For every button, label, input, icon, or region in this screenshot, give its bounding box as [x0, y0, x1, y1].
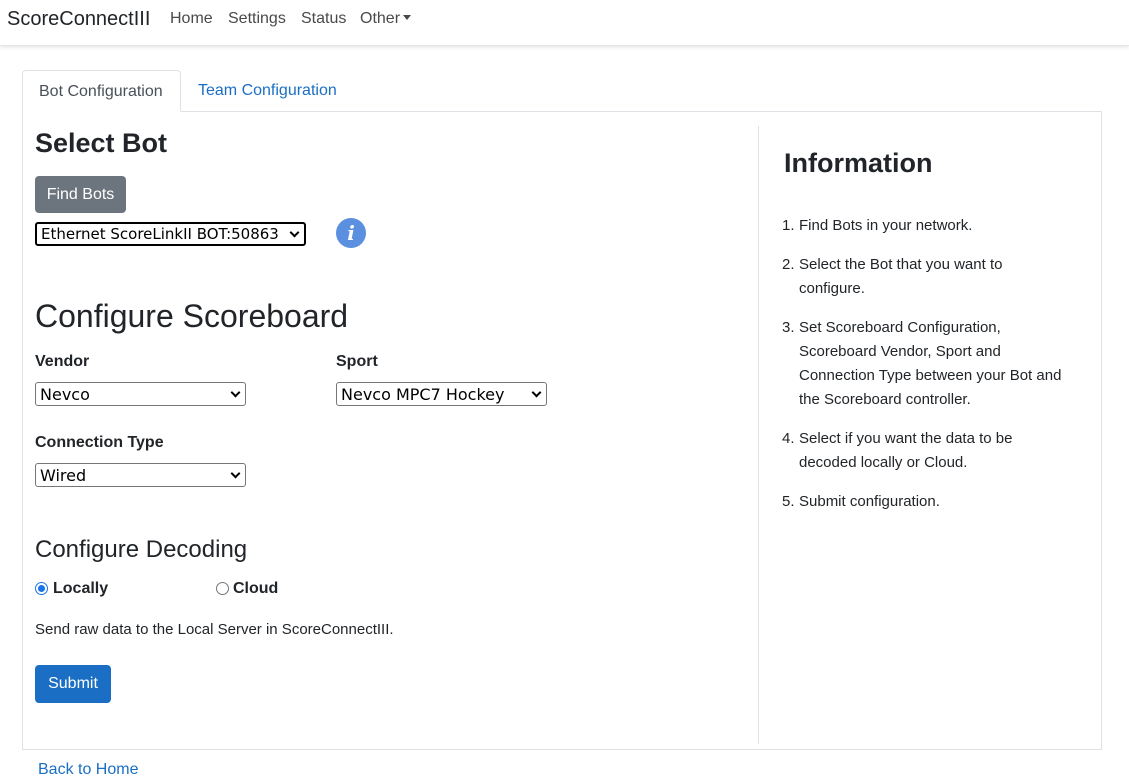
vendor-select-value: Nevco	[40, 384, 90, 404]
configure-decoding-heading: Configure Decoding	[35, 536, 248, 563]
radio-locally[interactable]	[35, 582, 48, 595]
radio-cloud[interactable]	[216, 582, 229, 595]
list-item	[782, 214, 1062, 238]
information-steps	[782, 214, 1062, 529]
chevron-down-icon	[231, 387, 241, 397]
step-text: Find Bots in your network.	[799, 217, 973, 234]
column-divider	[758, 126, 759, 744]
step-number: 5.	[782, 493, 795, 510]
radio-locally-label[interactable]: Locally	[53, 580, 109, 597]
radio-cloud-label[interactable]: Cloud	[233, 580, 279, 597]
chevron-down-icon	[231, 468, 241, 478]
connection-type-select[interactable]	[35, 463, 246, 487]
connection-type-select-value: Wired	[40, 465, 87, 485]
step-text: Select if you want the data to be decoded locally or Cloud.	[799, 430, 1013, 471]
sport-select[interactable]	[336, 382, 547, 406]
step-number: 3.	[782, 319, 795, 336]
select-bot-heading: Select Bot	[35, 128, 168, 158]
nav-home[interactable]: Home	[170, 10, 213, 27]
back-to-home-link[interactable]: Back to Home	[38, 761, 139, 778]
nav-status[interactable]: Status	[301, 10, 347, 27]
bot-select[interactable]	[35, 222, 306, 246]
top-navbar	[0, 0, 1129, 46]
connection-type-label: Connection Type	[35, 434, 164, 451]
tab-team-configuration[interactable]: Team Configuration	[198, 82, 337, 99]
sport-select-value: Nevco MPC7 Hockey	[341, 384, 505, 404]
find-bots-button[interactable]: Find Bots	[35, 176, 126, 213]
nav-settings[interactable]: Settings	[228, 10, 286, 27]
configure-scoreboard-heading: Configure Scoreboard	[35, 298, 349, 334]
list-item	[782, 427, 1062, 475]
bot-select-value: Ethernet ScoreLinkII BOT:50863	[41, 225, 279, 243]
vendor-label: Vendor	[35, 353, 90, 370]
step-text: Set Scoreboard Configuration, Scoreboard Vendor, Sport and Connection Type between your Bot and the Scoreboard controller.	[799, 319, 1062, 408]
chevron-down-icon	[290, 227, 300, 237]
nav-other-label: Other	[360, 10, 401, 27]
vendor-select[interactable]	[35, 382, 246, 406]
decoding-description: Send raw data to the Local Server in ScoreConnectIII.	[35, 621, 394, 638]
submit-button[interactable]: Submit	[35, 665, 111, 703]
step-text: Select the Bot that you want to configure.	[799, 256, 1003, 297]
list-item	[782, 490, 1062, 514]
step-number: 1.	[782, 217, 795, 234]
nav-other-dropdown[interactable]	[360, 10, 411, 28]
caret-down-icon	[403, 15, 411, 20]
step-number: 4.	[782, 430, 795, 447]
list-item	[782, 316, 1062, 412]
tab-bot-configuration[interactable]: Bot Configuration	[22, 70, 181, 112]
sport-label: Sport	[336, 353, 378, 370]
chevron-down-icon	[532, 387, 542, 397]
information-heading: Information	[784, 148, 933, 178]
brand-logo[interactable]: ScoreConnectIII	[7, 8, 151, 30]
info-icon[interactable]: i	[336, 218, 366, 248]
step-number: 2.	[782, 256, 795, 273]
list-item	[782, 253, 1062, 301]
step-text: Submit configuration.	[799, 493, 940, 510]
